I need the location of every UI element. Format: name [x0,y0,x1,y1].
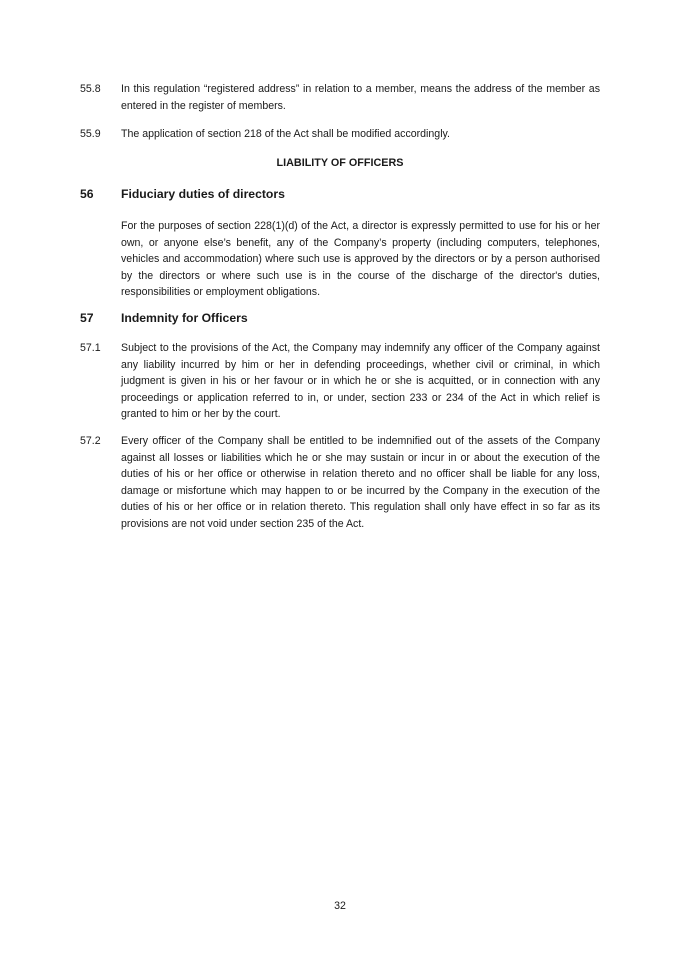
clause-text: Subject to the provisions of the Act, the Company may indemnify any officer of the Company against any liability incurred by him or her in defending proceedings, whether civil or criminal, in which judgment is given in his or her favour or in which he or she is acquitted, or in connection with any proceedings or application referred to in, or under, section 233 or 234 of the Act in which relief is granted to him or her by the court. [121,342,600,421]
clause-text: In this regulation “registered address” in relation to a member, means the address of the member as entered in the register of members. [121,83,600,112]
clause-number: 55.8 [80,83,101,95]
page-number: 32 [334,900,346,912]
clause-55-8 [80,81,600,114]
clause-57-1 [80,340,600,423]
section-56-body [80,218,600,301]
clause-55-9 [80,126,600,143]
section-57-heading [80,311,600,326]
clause-57-2 [80,433,600,533]
section-number: 56 [80,187,94,201]
section-title: Indemnity for Officers [121,311,248,325]
clause-text: Every officer of the Company shall be entitled to be indemnified out of the assets of the Company against all losses or liabilities which he or she may sustain or incur in or about the execution of the duties of his or her office or otherwise in relation thereto and no officer shall be liable for any loss, damage or misfortune which may happen to or be incurred by the Company in the execution of the duties of his or her office or in relation thereto. This regulation shall only have effect in so far as its provisions are not void under section 235 of the Act. [121,435,600,530]
clause-number: 57.2 [80,435,101,447]
section-number: 57 [80,311,94,325]
clause-number: 55.9 [80,128,101,140]
clause-text: For the purposes of section 228(1)(d) of the Act, a director is expressly permitted to use for his or her own, or anyone else’s benefit, any of the Company’s property (including computers, telephones, vehicles and accommodation) where such use is approved by the directors or by a person authorised by the directors or where such use is in the course of the discharge of the director's duties, responsibilities or employment obligations. [121,220,600,299]
clause-number: 57.1 [80,342,101,354]
liability-of-officers-heading: LIABILITY OF OFFICERS [276,157,404,169]
section-title: Fiduciary duties of directors [121,187,285,201]
clause-text: The application of section 218 of the Act shall be modified accordingly. [121,128,450,140]
section-56-heading [80,187,600,202]
